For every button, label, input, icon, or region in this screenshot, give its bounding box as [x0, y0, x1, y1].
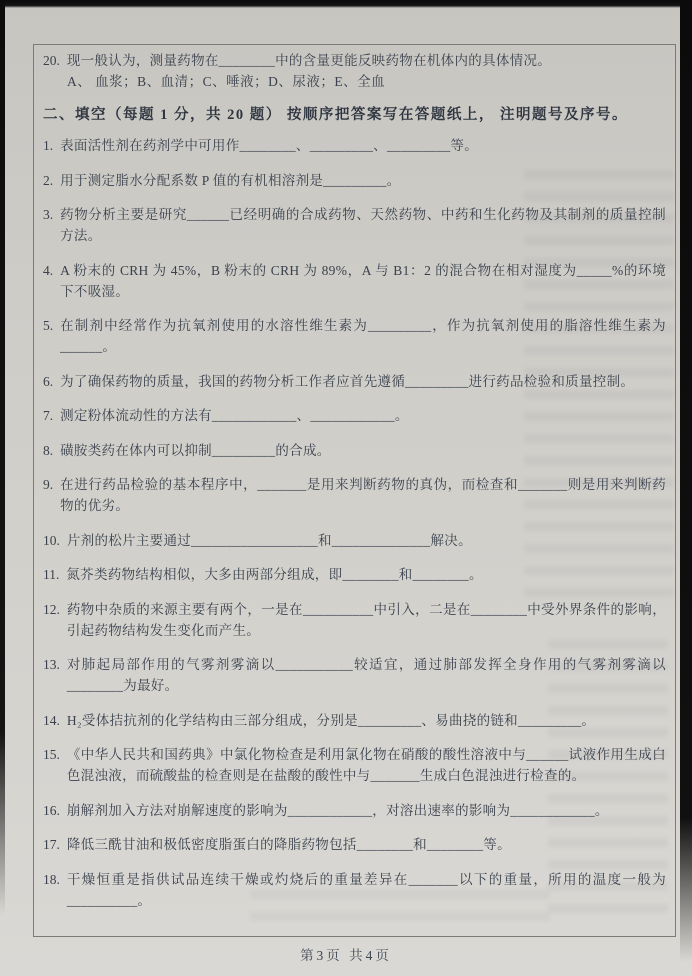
page-number-footer: 第3页 共4页	[300, 948, 392, 963]
question-text: A 粉末的 CRH 为 45%，B 粉末的 CRH 为 89%，A 与 B1：2 的混合物在相对湿度为_____%的环境下不吸湿。	[60, 262, 666, 299]
question-item	[43, 405, 666, 426]
question-20-block	[43, 50, 666, 92]
question-number: 4.	[43, 262, 54, 278]
question-item	[43, 834, 666, 855]
scan-edge-left	[0, 0, 5, 915]
question-number: 5.	[43, 318, 54, 333]
question-item	[43, 315, 666, 357]
question-text: 药物中杂质的来源主要有两个，一是在__________中引入，二是在________中受外界条件的影响，引起药物结构发生变化而产生。	[66, 601, 666, 638]
question-item	[43, 260, 666, 302]
scan-edge-top	[0, 0, 692, 8]
question-item	[43, 869, 666, 911]
question-text: 现一般认为，测量药物在________中的含量更能反映药物在机体内的具体情况。	[66, 53, 552, 68]
question-text: 测定粉体流动性的方法有____________、____________。	[60, 408, 409, 423]
question-item	[43, 530, 666, 551]
question-number: 11.	[43, 567, 60, 582]
question-number: 2.	[43, 172, 54, 188]
question-item	[43, 50, 666, 71]
question-item	[43, 744, 666, 786]
question-text: 《中华人民共和国药典》中氯化物检查是利用氯化物在硝酸的酸性溶液中与______试液作用生成白色混浊液，而硫酸盐的检查则是在盐酸的酸性中与_______生成白色混浊进行检查的。	[66, 747, 666, 783]
question-text: 氮芥类药物结构相似，大多由两部分组成，即________和________。	[66, 567, 483, 582]
question-text: 对肺起局部作用的气雾剂雾滴以___________较适宜，通过肺部发挥全身作用的气雾剂雾滴以________为最好。	[66, 657, 666, 693]
question-content-box	[33, 44, 676, 937]
question-text: 降低三酰甘油和极低密度脂蛋白的降脂药物包括________和________等。	[66, 837, 511, 852]
question-item	[43, 710, 666, 731]
question-number: 16.	[43, 802, 60, 818]
question-text: 为了确保药物的质量，我国的药物分析工作者应首先遵循_________进行药品检验和质量控制。	[60, 373, 635, 389]
question-item	[43, 135, 666, 156]
question-number: 7.	[43, 408, 54, 423]
question-text: H₂受体拮抗剂的化学结构由三部分组成，分别是_________、易曲挠的链和_________。	[66, 712, 596, 728]
question-text: 干燥恒重是指供试品连续干燥或灼烧后的重量差异在_______以下的重量，所用的温度一般为__________。	[66, 871, 666, 908]
scan-edge-right	[680, 0, 692, 962]
question-number: 3.	[43, 207, 54, 222]
question-number: 8.	[43, 442, 54, 458]
question-item	[43, 204, 666, 246]
question-item	[43, 474, 666, 516]
question-number: 15.	[43, 747, 60, 762]
question-text: 用于测定脂水分配系数 P 值的有机相溶剂是_________。	[60, 172, 401, 188]
question-number: 1.	[43, 138, 54, 153]
question-text: 药物分析主要是研究______已经明确的合成药物、天然药物、中药和生化药物及其制剂的质量控制方法。	[60, 207, 666, 243]
question-number: 9.	[43, 477, 54, 492]
question-item	[43, 564, 666, 585]
question-number: 12.	[43, 601, 60, 617]
question-text: 表面活性剂在药剂学中可用作________、_________、_________等。	[60, 138, 479, 153]
question-number: 14.	[43, 712, 60, 728]
question-item	[43, 654, 666, 696]
question-text: 崩解剂加入方法对崩解速度的影响为____________，对溶出速率的影响为____________。	[66, 802, 609, 818]
question-item	[43, 800, 666, 821]
question-text: 在进行药品检验的基本程序中，_______是用来判断药物的真伪，而检查和_______则是用来判断药物的优劣。	[60, 477, 666, 513]
question-number: 6.	[43, 373, 54, 389]
question-number: 13.	[43, 657, 60, 672]
question-number: 18.	[43, 871, 60, 887]
question-item	[43, 440, 666, 461]
question-text: 在制剂中经常作为抗氧剂使用的水溶性维生素为_________，作为抗氧剂使用的脂溶性维生素为______。	[60, 318, 666, 354]
question-number: 20.	[43, 53, 60, 68]
question-20-options: A、 血浆；B、血清；C、唾液；D、尿液；E、全血	[67, 74, 386, 89]
section-title-fill-in-blanks: 二、填空（每题 1 分，共 20 题） 按顺序把答案写在答题纸上， 注明题号及序号。	[43, 107, 628, 123]
question-item	[43, 371, 666, 392]
question-number: 17.	[43, 837, 60, 852]
question-number: 10.	[43, 532, 60, 548]
question-item	[43, 170, 666, 191]
question-text: 片剂的松片主要通过__________________和______________解决。	[66, 532, 472, 548]
question-item	[43, 599, 666, 641]
question-text: 磺胺类药在体内可以抑制_________的合成。	[60, 442, 331, 458]
